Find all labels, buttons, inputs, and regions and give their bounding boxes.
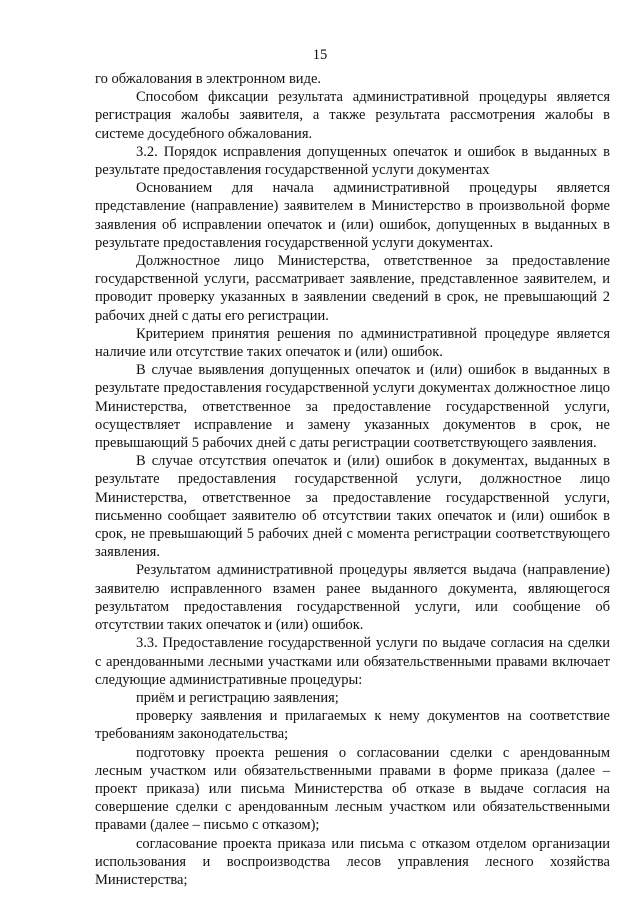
list-item: подготовку проекта решения о согласовании сделки с арендованным лесным участком или обязательственными правами в форме приказа (далее – проект приказа) или письма Министерства об отказе в выдаче согласия на совершение сделки с арендованным лесным участком или обязательственными правами (далее – письмо с отказом); <box>95 744 610 834</box>
paragraph: Способом фиксации результата административной процедуры является регистрация жалобы заявителя, а также результата рассмотрения жалобы в системе досудебного обжалования. <box>95 89 610 142</box>
paragraph: го обжалования в электронном виде. <box>95 71 322 87</box>
list-item: приём и регистрацию заявления; <box>136 689 339 706</box>
paragraph: Должностное лицо Министерства, ответственное за предоставление государственной услуги, рассматривает заявление, представленное заявителем, и проводит проверку указанных в заявлении сведений в срок, не превышающий 2 рабочих дней с даты его регистрации. <box>95 253 610 324</box>
paragraph: Критерием принятия решения по административной процедуре является наличие или отсутствие таких опечаток и (или) ошибок. <box>95 325 610 361</box>
paragraph: В случае выявления допущенных опечаток и (или) ошибок в выданных в результате предоставления государственной услуги документах должностное лицо Министерства, ответственное за предоставление государственной услуги, осуществляет исправление и замену указанных документов в срок, не превышающий 5 рабочих дней с даты регистрации соответствующего заявления. <box>95 362 610 452</box>
page-number: 15 <box>312 47 328 63</box>
list-item: согласование проекта приказа или письма с отказом отделом организации использования и воспроизводства лесов управления лесного хозяйства Министерства; <box>95 835 610 888</box>
section-heading: 3.3. Предоставление государственной услуги по выдаче согласия на сделки с арендованными лесными участками или обязательственными правами включает следующие административные процедуры: <box>95 635 610 688</box>
section-heading: 3.2. Порядок исправления допущенных опечаток и ошибок в выданных в результате предоставления государственной услуги документах <box>95 143 610 179</box>
paragraph: Основанием для начала административной процедуры является представление (направление) заявителем в Министерство в произвольной форме заявления об исправлении опечаток и (или) ошибок, допущенных в выданных в результате предоставления государственной услуги документах. <box>95 180 610 251</box>
paragraph: Результатом административной процедуры является выдача (направление) заявителю исправленного взамен ранее выданного документа, являющегося результатом предоставления государственной услуги, или сообщение об отсутствии таких опечаток и (или) ошибок. <box>95 562 610 634</box>
paragraph: В случае отсутствия опечаток и (или) ошибок в документах, выданных в результате предоставления государственной услуги, должностное лицо Министерства, ответственное за предоставление государственной услуги, письменно сообщает заявителю об отсутствии таких опечаток и (или) ошибок в срок, не превышающий 5 рабочих дней с момента регистрации соответствующего заявления. <box>95 453 610 561</box>
document-body <box>95 70 610 889</box>
list-item: проверку заявления и прилагаемых к нему документов на соответствие требованиям законодательства; <box>95 708 610 743</box>
